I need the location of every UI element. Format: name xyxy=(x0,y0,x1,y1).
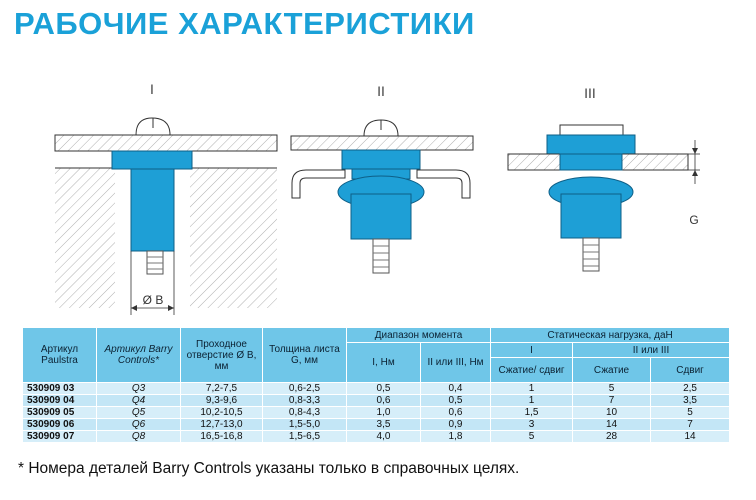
cell-load-shear: 14 xyxy=(651,431,730,443)
header-barry: Артикул Barry Controls* xyxy=(97,328,181,383)
table-row xyxy=(23,383,730,395)
base-block-left-i xyxy=(55,168,115,308)
cell-paulstra: 530909 04 xyxy=(23,395,97,407)
header-load: Статическая нагрузка, даН xyxy=(491,328,730,343)
cell-torque-i: 1,0 xyxy=(347,407,421,419)
header-hole: Проходное отверстие Ø B, мм xyxy=(181,328,263,383)
cell-paulstra: 530909 07 xyxy=(23,431,97,443)
cell-torque-ii: 0,9 xyxy=(421,419,491,431)
header-load-i-sub: Сжатие/ сдвиг xyxy=(491,358,573,383)
header-load-i: I xyxy=(491,343,573,358)
header-torque-ii: II или III, Нм xyxy=(421,343,491,383)
cell-load-comp: 7 xyxy=(573,395,651,407)
cell-hole: 10,2-10,5 xyxy=(181,407,263,419)
mount-body-i xyxy=(131,169,174,251)
dimension-g-label: G xyxy=(689,213,699,227)
footnote: * Номера деталей Barry Controls указаны только в справочных целях. xyxy=(18,460,520,477)
cell-torque-ii: 0,4 xyxy=(421,383,491,395)
cell-torque-i: 0,5 xyxy=(347,383,421,395)
mounting-diagram xyxy=(0,70,756,320)
header-paulstra: Артикул Paulstra xyxy=(23,328,97,383)
cell-torque-i: 4,0 xyxy=(347,431,421,443)
cell-load-i: 1 xyxy=(491,383,573,395)
cell-barry: Q4 xyxy=(97,395,181,407)
cell-load-shear: 5 xyxy=(651,407,730,419)
table-row xyxy=(23,419,730,431)
header-load-comp: Сжатие xyxy=(573,358,651,383)
cell-load-comp: 10 xyxy=(573,407,651,419)
cell-load-i: 3 xyxy=(491,419,573,431)
cell-load-shear: 7 xyxy=(651,419,730,431)
table-row xyxy=(23,407,730,419)
header-thickness: Толщина листа G, мм xyxy=(263,328,347,383)
cell-load-comp: 14 xyxy=(573,419,651,431)
thread-ii xyxy=(373,239,389,273)
cell-load-shear: 2,5 xyxy=(651,383,730,395)
cell-torque-i: 0,6 xyxy=(347,395,421,407)
cell-hole: 9,3-9,6 xyxy=(181,395,263,407)
diagram-label-ii: II xyxy=(377,83,385,99)
cell-load-i: 5 xyxy=(491,431,573,443)
cell-hole: 7,2-7,5 xyxy=(181,383,263,395)
cell-load-comp: 5 xyxy=(573,383,651,395)
cell-barry: Q5 xyxy=(97,407,181,419)
cell-thickness: 0,8-3,3 xyxy=(263,395,347,407)
mount-body-iii xyxy=(561,194,621,238)
washer-iii xyxy=(560,125,623,135)
mount-flange-iii xyxy=(547,135,635,154)
base-block-right-i xyxy=(190,168,277,308)
spec-table xyxy=(22,327,730,443)
mount-body-ii xyxy=(351,194,411,239)
plate-ii xyxy=(291,136,473,150)
page-title: РАБОЧИЕ ХАРАКТЕРИСТИКИ xyxy=(14,6,475,41)
cell-paulstra: 530909 05 xyxy=(23,407,97,419)
dimension-b-label: Ø B xyxy=(142,293,164,307)
diagram-i xyxy=(55,81,277,315)
header-torque: Диапазон момента xyxy=(347,328,491,343)
cell-load-shear: 3,5 xyxy=(651,395,730,407)
cell-hole: 16,5-16,8 xyxy=(181,431,263,443)
cell-load-i: 1,5 xyxy=(491,407,573,419)
cell-torque-ii: 0,6 xyxy=(421,407,491,419)
diagram-ii xyxy=(291,83,473,273)
bracket-ii xyxy=(292,170,345,198)
cell-thickness: 1,5-6,5 xyxy=(263,431,347,443)
cell-paulstra: 530909 03 xyxy=(23,383,97,395)
cell-load-comp: 28 xyxy=(573,431,651,443)
cell-paulstra: 530909 06 xyxy=(23,419,97,431)
cell-torque-ii: 0,5 xyxy=(421,395,491,407)
cell-torque-ii: 1,8 xyxy=(421,431,491,443)
diagram-label-i: I xyxy=(150,81,154,97)
mount-flange-i xyxy=(112,151,192,169)
header-torque-i: I, Нм xyxy=(347,343,421,383)
cell-barry: Q6 xyxy=(97,419,181,431)
table-row xyxy=(23,431,730,443)
plate-i xyxy=(55,135,277,151)
cell-thickness: 0,8-4,3 xyxy=(263,407,347,419)
mount-flange-ii xyxy=(342,150,420,169)
table-row xyxy=(23,395,730,407)
cell-barry: Q8 xyxy=(97,431,181,443)
header-load-ii: II или III xyxy=(573,343,730,358)
diagram-label-iii: III xyxy=(584,85,596,101)
cell-load-i: 1 xyxy=(491,395,573,407)
cell-barry: Q3 xyxy=(97,383,181,395)
cell-torque-i: 3,5 xyxy=(347,419,421,431)
cell-thickness: 1,5-5,0 xyxy=(263,419,347,431)
cell-thickness: 0,6-2,5 xyxy=(263,383,347,395)
cell-hole: 12,7-13,0 xyxy=(181,419,263,431)
diagram-iii xyxy=(508,85,700,271)
spec-table-body xyxy=(23,383,730,443)
header-load-shear: Сдвиг xyxy=(651,358,730,383)
